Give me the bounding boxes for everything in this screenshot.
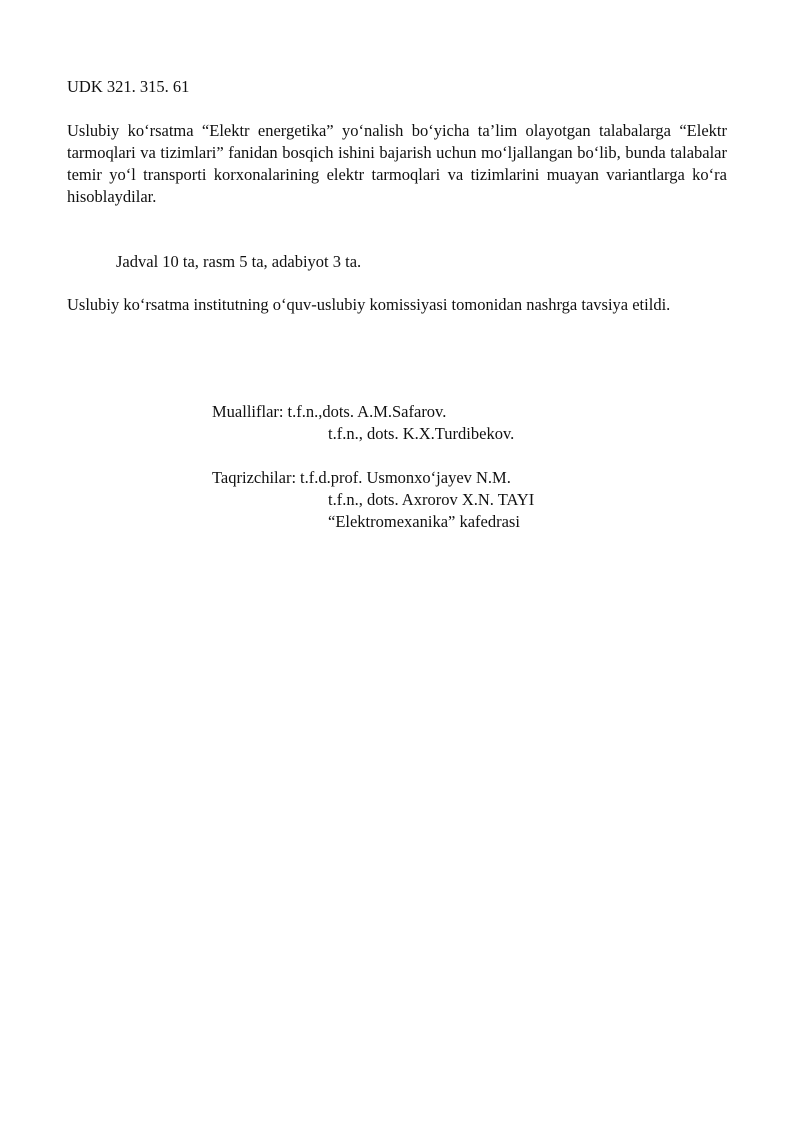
content-counts: Jadval 10 ta, rasm 5 ta, adabiyot 3 ta. [116,252,362,271]
abstract-paragraph: Uslubiy ko‘rsatma “Elektr energetika” yo‘nalish bo‘yicha ta’lim olayotgan talabalarga “Elektr tarmoqlari va tizimlari” fanidan bosqich ishini bajarish uchun mo‘ljallangan bo‘lib, bunda talabalar temir yo‘l transporti korxonalarining elektr tarmoqlari va tizimlarini muayan variantlarga ko‘ra hisoblaydilar. [67,121,727,206]
reviewer-department: “Elektromexanika” kafedrasi [328,512,520,531]
author-2: t.f.n., dots. K.X.Turdibekov. [328,424,515,443]
authors-row [212,401,446,423]
reviewers-label: Taqrizchilar: [212,468,297,487]
recommendation-paragraph: Uslubiy ko‘rsatma institutning o‘quv-uslubiy komissiyasi tomonidan nashrga tavsiya etildi. [67,295,671,314]
reviewer-1: t.f.d.prof. Usmonxo‘jayev N.M. [300,468,511,487]
author-1: t.f.n.,dots. A.M.Safarov. [287,402,447,421]
authors-label: Mualliflar: [212,402,284,421]
reviewers-row [212,467,511,489]
reviewer-2: t.f.n., dots. Axrorov X.N. TAYI [328,490,535,509]
udk-code: UDK 321. 315. 61 [67,77,190,96]
